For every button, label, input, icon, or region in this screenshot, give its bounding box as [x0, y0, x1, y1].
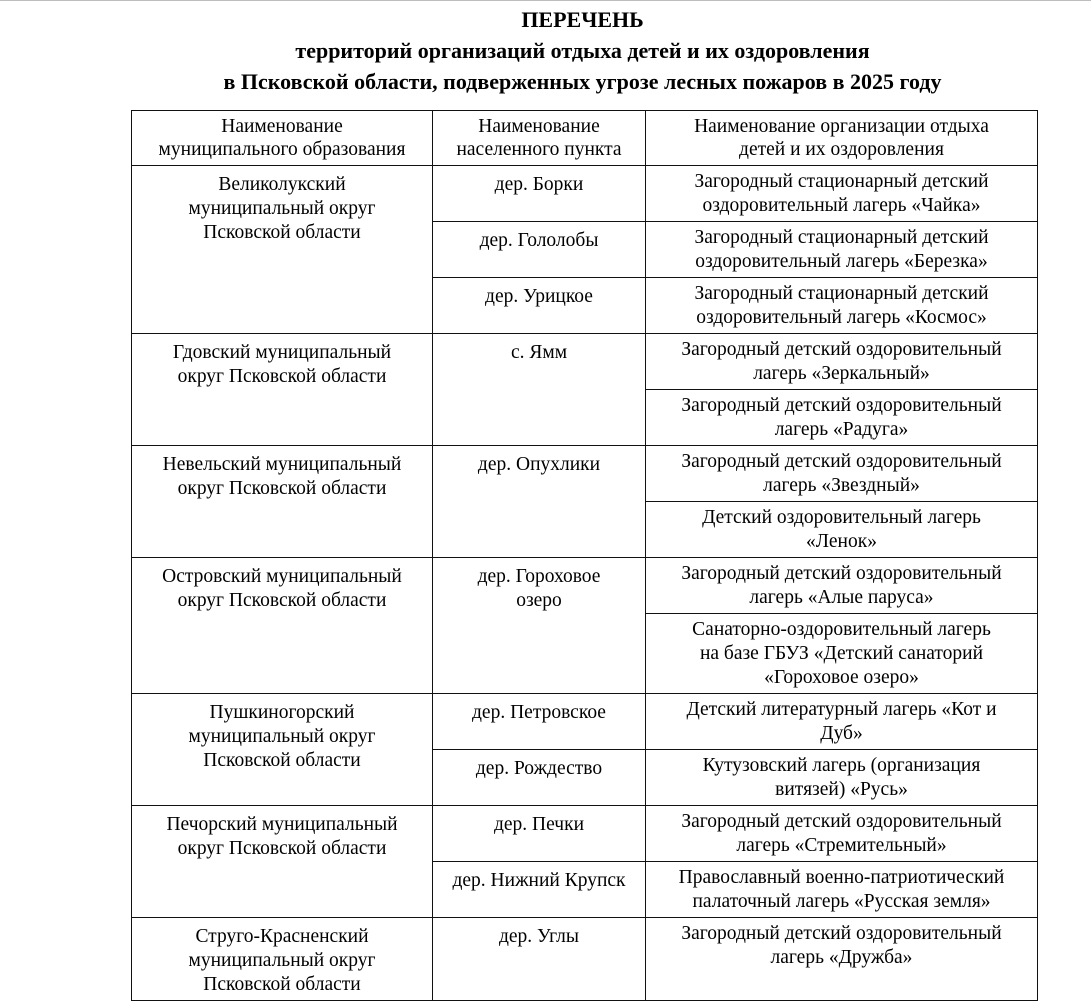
organization-text: Дуб»	[820, 723, 863, 744]
municipality-cell	[132, 446, 433, 558]
table-row	[132, 694, 1038, 750]
locality-text: дер. Рождество	[475, 758, 603, 779]
header-text: Наименование организации отдыха	[694, 116, 989, 137]
organization-cell	[646, 558, 1038, 614]
locality-cell	[433, 558, 646, 694]
municipality-text: округ Псковской области	[177, 366, 387, 387]
organization-cell	[646, 446, 1038, 502]
organization-text: Загородный стационарный детский	[694, 227, 989, 248]
organization-cell	[646, 278, 1038, 334]
organization-text: лагерь «Стремительный»	[736, 835, 947, 856]
locality-cell	[433, 166, 646, 222]
organization-cell	[646, 390, 1038, 446]
locality-cell	[433, 694, 646, 750]
organization-text: Санаторно-оздоровительный лагерь	[692, 619, 991, 640]
table-row	[132, 918, 1038, 1001]
organization-text: лагерь «Зеркальный»	[753, 363, 930, 384]
table-row	[132, 558, 1038, 614]
municipality-cell	[132, 918, 433, 1001]
organization-text: Загородный стационарный детский	[694, 171, 989, 192]
organization-cell	[646, 614, 1038, 694]
table-row	[132, 166, 1038, 222]
municipality-text: округ Псковской области	[177, 478, 387, 499]
camps-table	[131, 110, 1038, 1001]
organization-text: Загородный детский оздоровительный	[681, 451, 1002, 472]
title-line-1: ПЕРЕЧЕНЬ	[521, 7, 644, 32]
organization-cell	[646, 334, 1038, 390]
organization-text: «Гороховое озеро»	[764, 667, 919, 688]
organization-cell	[646, 502, 1038, 558]
organization-text: лагерь «Радуга»	[774, 419, 909, 440]
header-text: детей и их оздоровления	[739, 139, 944, 160]
locality-text: дер. Нижний Крупск	[452, 870, 626, 891]
organization-cell	[646, 862, 1038, 918]
document-title	[0, 4, 1091, 97]
municipality-text: Гдовский муниципальный	[172, 342, 392, 363]
municipality-text: Пушкиногорский	[209, 702, 355, 723]
municipality-text: муниципальный округ	[188, 726, 376, 747]
organization-text: витязей) «Русь»	[775, 779, 908, 800]
organization-text: лагерь «Звездный»	[763, 475, 920, 496]
organization-text: оздоровительный лагерь «Космос»	[696, 307, 987, 328]
municipality-text: Струго-Красненский	[195, 926, 369, 947]
locality-text: озеро	[516, 590, 562, 611]
organization-cell	[646, 694, 1038, 750]
organization-text: лагерь «Алые паруса»	[749, 587, 934, 608]
header-municipality	[132, 111, 433, 166]
organization-cell	[646, 918, 1038, 1001]
header-text: Наименование	[478, 116, 600, 137]
organization-text: оздоровительный лагерь «Березка»	[695, 251, 988, 272]
municipality-cell	[132, 558, 433, 694]
table-header-row	[132, 111, 1038, 166]
municipality-text: округ Псковской области	[177, 838, 387, 859]
locality-text: дер. Петровское	[472, 702, 606, 723]
header-organization	[646, 111, 1038, 166]
locality-text: дер. Опухлики	[477, 454, 601, 475]
municipality-text: Псковской области	[203, 750, 361, 771]
municipality-text: Псковской области	[203, 974, 361, 995]
municipality-cell	[132, 166, 433, 334]
locality-text: дер. Гололобы	[479, 230, 599, 251]
organization-text: Православный военно-патриотический	[678, 867, 1005, 888]
municipality-text: Невельский муниципальный	[162, 454, 402, 475]
organization-cell	[646, 750, 1038, 806]
municipality-text: Великолукский	[218, 174, 346, 195]
locality-cell	[433, 334, 646, 446]
municipality-text: Островский муниципальный	[162, 566, 402, 587]
municipality-cell	[132, 806, 433, 918]
locality-cell	[433, 918, 646, 1001]
organization-text: Загородный детский оздоровительный	[681, 923, 1002, 944]
organization-text: Загородный детский оздоровительный	[681, 563, 1002, 584]
locality-text: дер. Урицкое	[485, 286, 593, 307]
table-row	[132, 334, 1038, 390]
municipality-text: муниципальный округ	[188, 198, 376, 219]
locality-text: дер. Углы	[498, 926, 579, 947]
organization-text: Детский литературный лагерь «Кот и	[686, 699, 997, 720]
title-line-2: территорий организаций отдыха детей и их оздоровления	[295, 38, 870, 63]
header-text: муниципального образования	[158, 139, 406, 160]
locality-cell	[433, 862, 646, 918]
organization-text: лагерь «Дружба»	[770, 947, 913, 968]
locality-cell	[433, 750, 646, 806]
locality-cell	[433, 446, 646, 558]
locality-cell	[433, 278, 646, 334]
table-row	[132, 446, 1038, 502]
locality-text: с. Ямм	[510, 342, 568, 363]
organization-text: на базе ГБУЗ «Детский санаторий	[699, 643, 984, 664]
organization-text: Загородный детский оздоровительный	[681, 811, 1002, 832]
header-locality	[433, 111, 646, 166]
organization-text: «Ленок»	[806, 531, 877, 552]
organization-cell	[646, 166, 1038, 222]
municipality-text: округ Псковской области	[177, 590, 387, 611]
municipality-text: Псковской области	[203, 222, 361, 243]
organization-text: Кутузовский лагерь (организация	[702, 755, 981, 776]
organization-text: Загородный детский оздоровительный	[681, 395, 1002, 416]
locality-text: дер. Печки	[493, 814, 585, 835]
locality-cell	[433, 806, 646, 862]
organization-cell	[646, 806, 1038, 862]
municipality-cell	[132, 694, 433, 806]
organization-cell	[646, 222, 1038, 278]
page-top-border	[0, 0, 1091, 1]
organization-text: Загородный детский оздоровительный	[681, 339, 1002, 360]
table-row	[132, 806, 1038, 862]
locality-text: дер. Борки	[494, 174, 584, 195]
title-line-3: в Псковской области, подверженных угрозе лесных пожаров в 2025 году	[223, 69, 942, 94]
organization-text: палаточный лагерь «Русская земля»	[692, 891, 991, 912]
locality-cell	[433, 222, 646, 278]
organization-text: оздоровительный лагерь «Чайка»	[702, 195, 981, 216]
organization-text: Загородный стационарный детский	[694, 283, 989, 304]
header-text: населенного пункта	[456, 139, 622, 160]
locality-text: дер. Гороховое	[477, 566, 601, 587]
municipality-text: Печорский муниципальный	[166, 814, 398, 835]
organization-text: Детский оздоровительный лагерь	[702, 507, 981, 528]
municipality-text: муниципальный округ	[188, 950, 376, 971]
header-text: Наименование	[221, 116, 343, 137]
municipality-cell	[132, 334, 433, 446]
table-body	[132, 166, 1038, 1001]
